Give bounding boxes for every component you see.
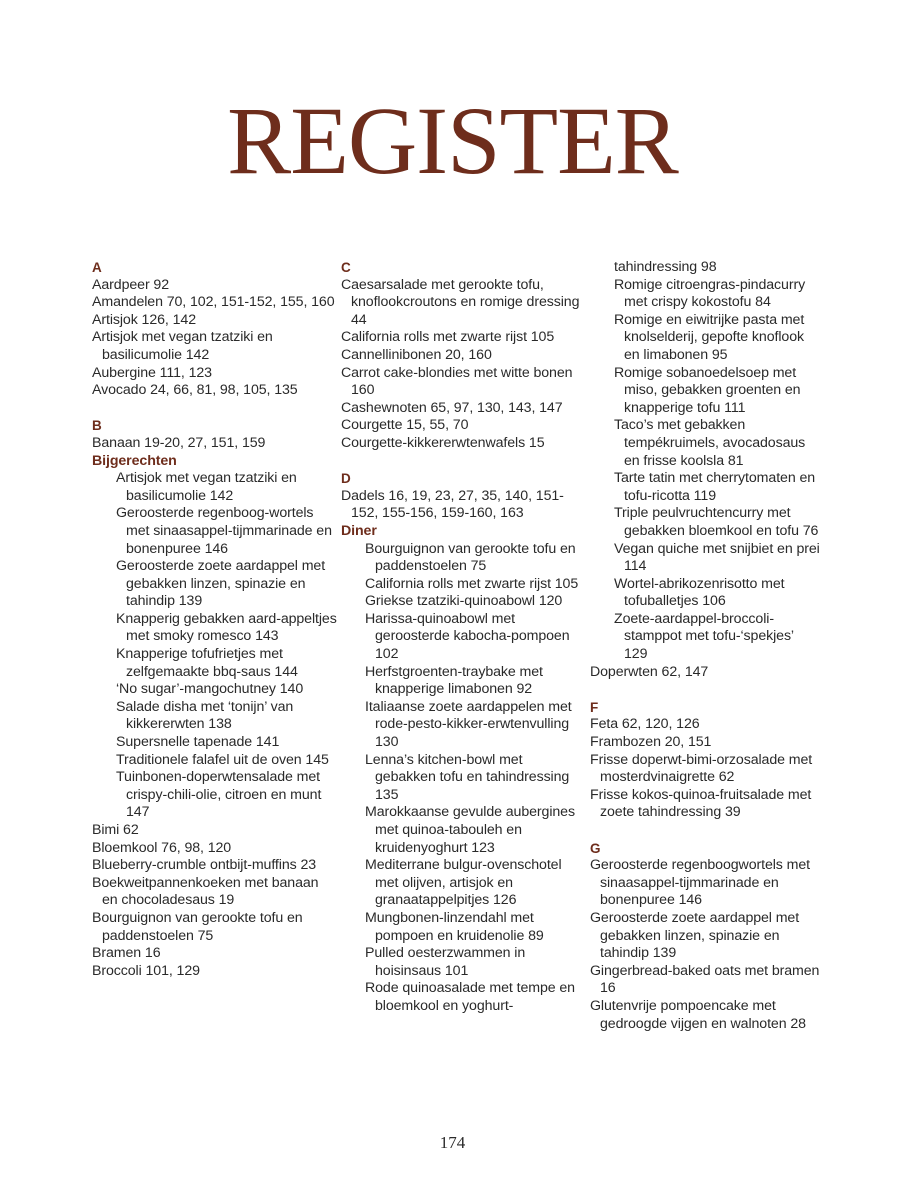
index-subentry: Romige en eiwitrijke pasta met knolselderij, gepofte knoflook en limabonen 95 <box>614 311 805 363</box>
index-entry: Artisjok 126, 142 <box>92 311 196 328</box>
index-subentry: Bourguignon van gerookte tofu en paddenstoelen 75 <box>365 540 576 575</box>
index-entry: Dadels 16, 19, 23, 27, 35, 140, 151-152, 155-156, 159-160, 163 <box>341 487 564 522</box>
index-subentry: Romige citroengras-pindacurry met crispy kokostofu 84 <box>614 276 806 311</box>
index-entry: Cannellinibonen 20, 160 <box>341 346 492 363</box>
index-entry: Frisse kokos-quinoa-fruitsalade met zoete tahindressing 39 <box>590 786 812 821</box>
index-gap <box>590 822 820 840</box>
index-column-3 <box>590 259 820 1033</box>
index-subentry: Supersnelle tapenade 141 <box>116 734 280 751</box>
index-entry: Caesarsalade met gerookte tofu, knoflookcroutons en romige dressing 44 <box>341 276 580 328</box>
index-entry: Courgette-kikkererwtenwafels 15 <box>341 434 545 451</box>
index-entry: Banaan 19-20, 27, 151, 159 <box>92 434 266 451</box>
index-entry: Bourguignon van gerookte tofu en paddenstoelen 75 <box>92 909 303 944</box>
index-letter-heading: D <box>341 471 351 487</box>
index-subentry: Knapperig gebakken aard-appeltjes met smoky romesco 143 <box>116 610 337 645</box>
index-subentry: Rode quinoasalade met tempe en bloemkool en yoghurt- <box>365 980 575 1014</box>
index-section-heading: Bijgerechten <box>92 452 177 469</box>
index-subentry: Geroosterde zoete aardappel met gebakken linzen, spinazie en tahindip 139 <box>116 558 326 610</box>
index-subentry: Tarte tatin met cherrytomaten en tofu-ricotta 119 <box>614 470 816 504</box>
index-subentry: Vegan quiche met snijbiet en prei 114 <box>614 540 820 575</box>
index-entry: Frisse doperwt-bimi-orzosalade met mosterdvinaigrette 62 <box>590 751 813 786</box>
index-subentry: ‘No sugar’-mangochutney 140 <box>116 681 304 698</box>
index-entry: Frambozen 20, 151 <box>590 734 712 751</box>
index-subentry: Harissa-quinoabowl met geroosterde kabocha-pompoen 102 <box>365 610 570 663</box>
index-subentry: Romige sobanoedelsoep met miso, gebakken groenten en knapperige tofu 111 <box>614 364 801 416</box>
index-entry: Boekweitpannenkoeken met banaan en chocoladesaus 19 <box>92 874 319 909</box>
index-entry: Doperwten 62, 147 <box>590 663 709 680</box>
index-subentry: Herfstgroenten-traybake met knapperige limabonen 92 <box>365 663 543 698</box>
index-entry: California rolls met zwarte rijst 105 <box>341 329 555 346</box>
index-subentry: Traditionele falafel uit de oven 145 <box>116 751 329 768</box>
index-section-heading: Diner <box>341 522 377 539</box>
index-entry: Bimi 62 <box>92 822 139 838</box>
index-subentry: Salade disha met ‘tonijn’ van kikkererwten 138 <box>116 698 294 733</box>
page-number: 174 <box>439 1133 466 1152</box>
index-entry: Aardpeer 92 <box>92 276 169 293</box>
index-subentry: Mungbonen-linzendahl met pompoen en kruidenolie 89 <box>365 909 544 944</box>
index-subentry: Zoete-aardappel-broccoli-stamppot met tofu-‘spekjes’ 129 <box>614 610 794 663</box>
index-column-2 <box>341 259 586 1016</box>
index-subentry: Pulled oesterzwammen in hoisinsaus 101 <box>365 945 526 979</box>
index-subentry: Marokkaanse gevulde aubergines met quinoa-tabouleh en kruidenyoghurt 123 <box>365 804 575 856</box>
index-entry: Bramen 16 <box>92 945 161 962</box>
index-entry: Artisjok met vegan tzatziki en basilicumolie 142 <box>92 329 273 363</box>
index-entry: Broccoli 101, 129 <box>92 962 200 979</box>
index-subentry: Griekse tzatziki-quinoabowl 120 <box>365 593 563 610</box>
index-entry: Bloemkool 76, 98, 120 <box>92 839 232 856</box>
index-subentry: Artisjok met vegan tzatziki en basilicumolie 142 <box>116 470 297 504</box>
index-gap <box>341 453 586 471</box>
index-entry: Avocado 24, 66, 81, 98, 105, 135 <box>92 382 298 399</box>
index-gap <box>590 681 820 699</box>
index-subentry: tahindressing 98 <box>614 259 717 275</box>
index-gap <box>92 400 337 418</box>
index-subentry: Lenna’s kitchen-bowl met gebakken tofu en tahindressing 135 <box>365 751 570 803</box>
index-entry: Aubergine 111, 123 <box>92 364 212 381</box>
index-subentry: Taco’s met gebakken tempékruimels, avocadosaus en frisse koolsla 81 <box>614 417 806 469</box>
index-subentry: Tuinbonen-doperwtensalade met crispy-chili-olie, citroen en munt 147 <box>116 769 322 821</box>
index-column-1 <box>92 259 337 980</box>
index-entry: Geroosterde zoete aardappel met gebakken linzen, spinazie en tahindip 139 <box>590 909 800 962</box>
index-letter-heading: G <box>590 840 601 856</box>
index-subentry: Italiaanse zoete aardappelen met rode-pesto-kikker-erwtenvulling 130 <box>365 698 572 751</box>
index-letter-heading: F <box>590 699 599 715</box>
index-letter-heading: A <box>92 260 102 275</box>
index-entry: Feta 62, 120, 126 <box>590 716 700 733</box>
index-entry: Carrot cake-blondies met witte bonen 160 <box>341 364 573 399</box>
index-entry: Glutenvrije pompoencake met gedroogde vijgen en walnoten 28 <box>590 997 806 1032</box>
index-entry: Cashewnoten 65, 97, 130, 143, 147 <box>341 399 563 416</box>
index-entry: Gingerbread-baked oats met bramen 16 <box>590 962 820 997</box>
index-entry: Geroosterde regenboogwortels met sinaasappel-tijmmarinade en bonenpuree 146 <box>590 857 810 909</box>
index-letter-heading: B <box>92 418 102 434</box>
index-subentry: Wortel-abrikozenrisotto met tofuballetjes 106 <box>614 575 785 610</box>
index-subentry: California rolls met zwarte rijst 105 <box>365 575 579 592</box>
index-subentry: Knapperige tofufrietjes met zelfgemaakte bbq-saus 144 <box>116 646 298 680</box>
index-letter-heading: C <box>341 260 351 275</box>
index-subentry: Geroosterde regenboog-wortels met sinaasappel-tijmmarinade en bonenpuree 146 <box>116 505 332 557</box>
index-entry: Amandelen 70, 102, 151-152, 155, 160 <box>92 294 335 311</box>
index-entry: Courgette 15, 55, 70 <box>341 417 469 434</box>
index-entry: Blueberry-crumble ontbijt-muffins 23 <box>92 857 317 874</box>
page-title: REGISTER <box>227 87 678 194</box>
index-subentry: Mediterrane bulgur-ovenschotel met olijven, artisjok en granaatappelpitjes 126 <box>365 857 562 909</box>
index-subentry: Triple peulvruchtencurry met gebakken bloemkool en tofu 76 <box>614 505 819 539</box>
